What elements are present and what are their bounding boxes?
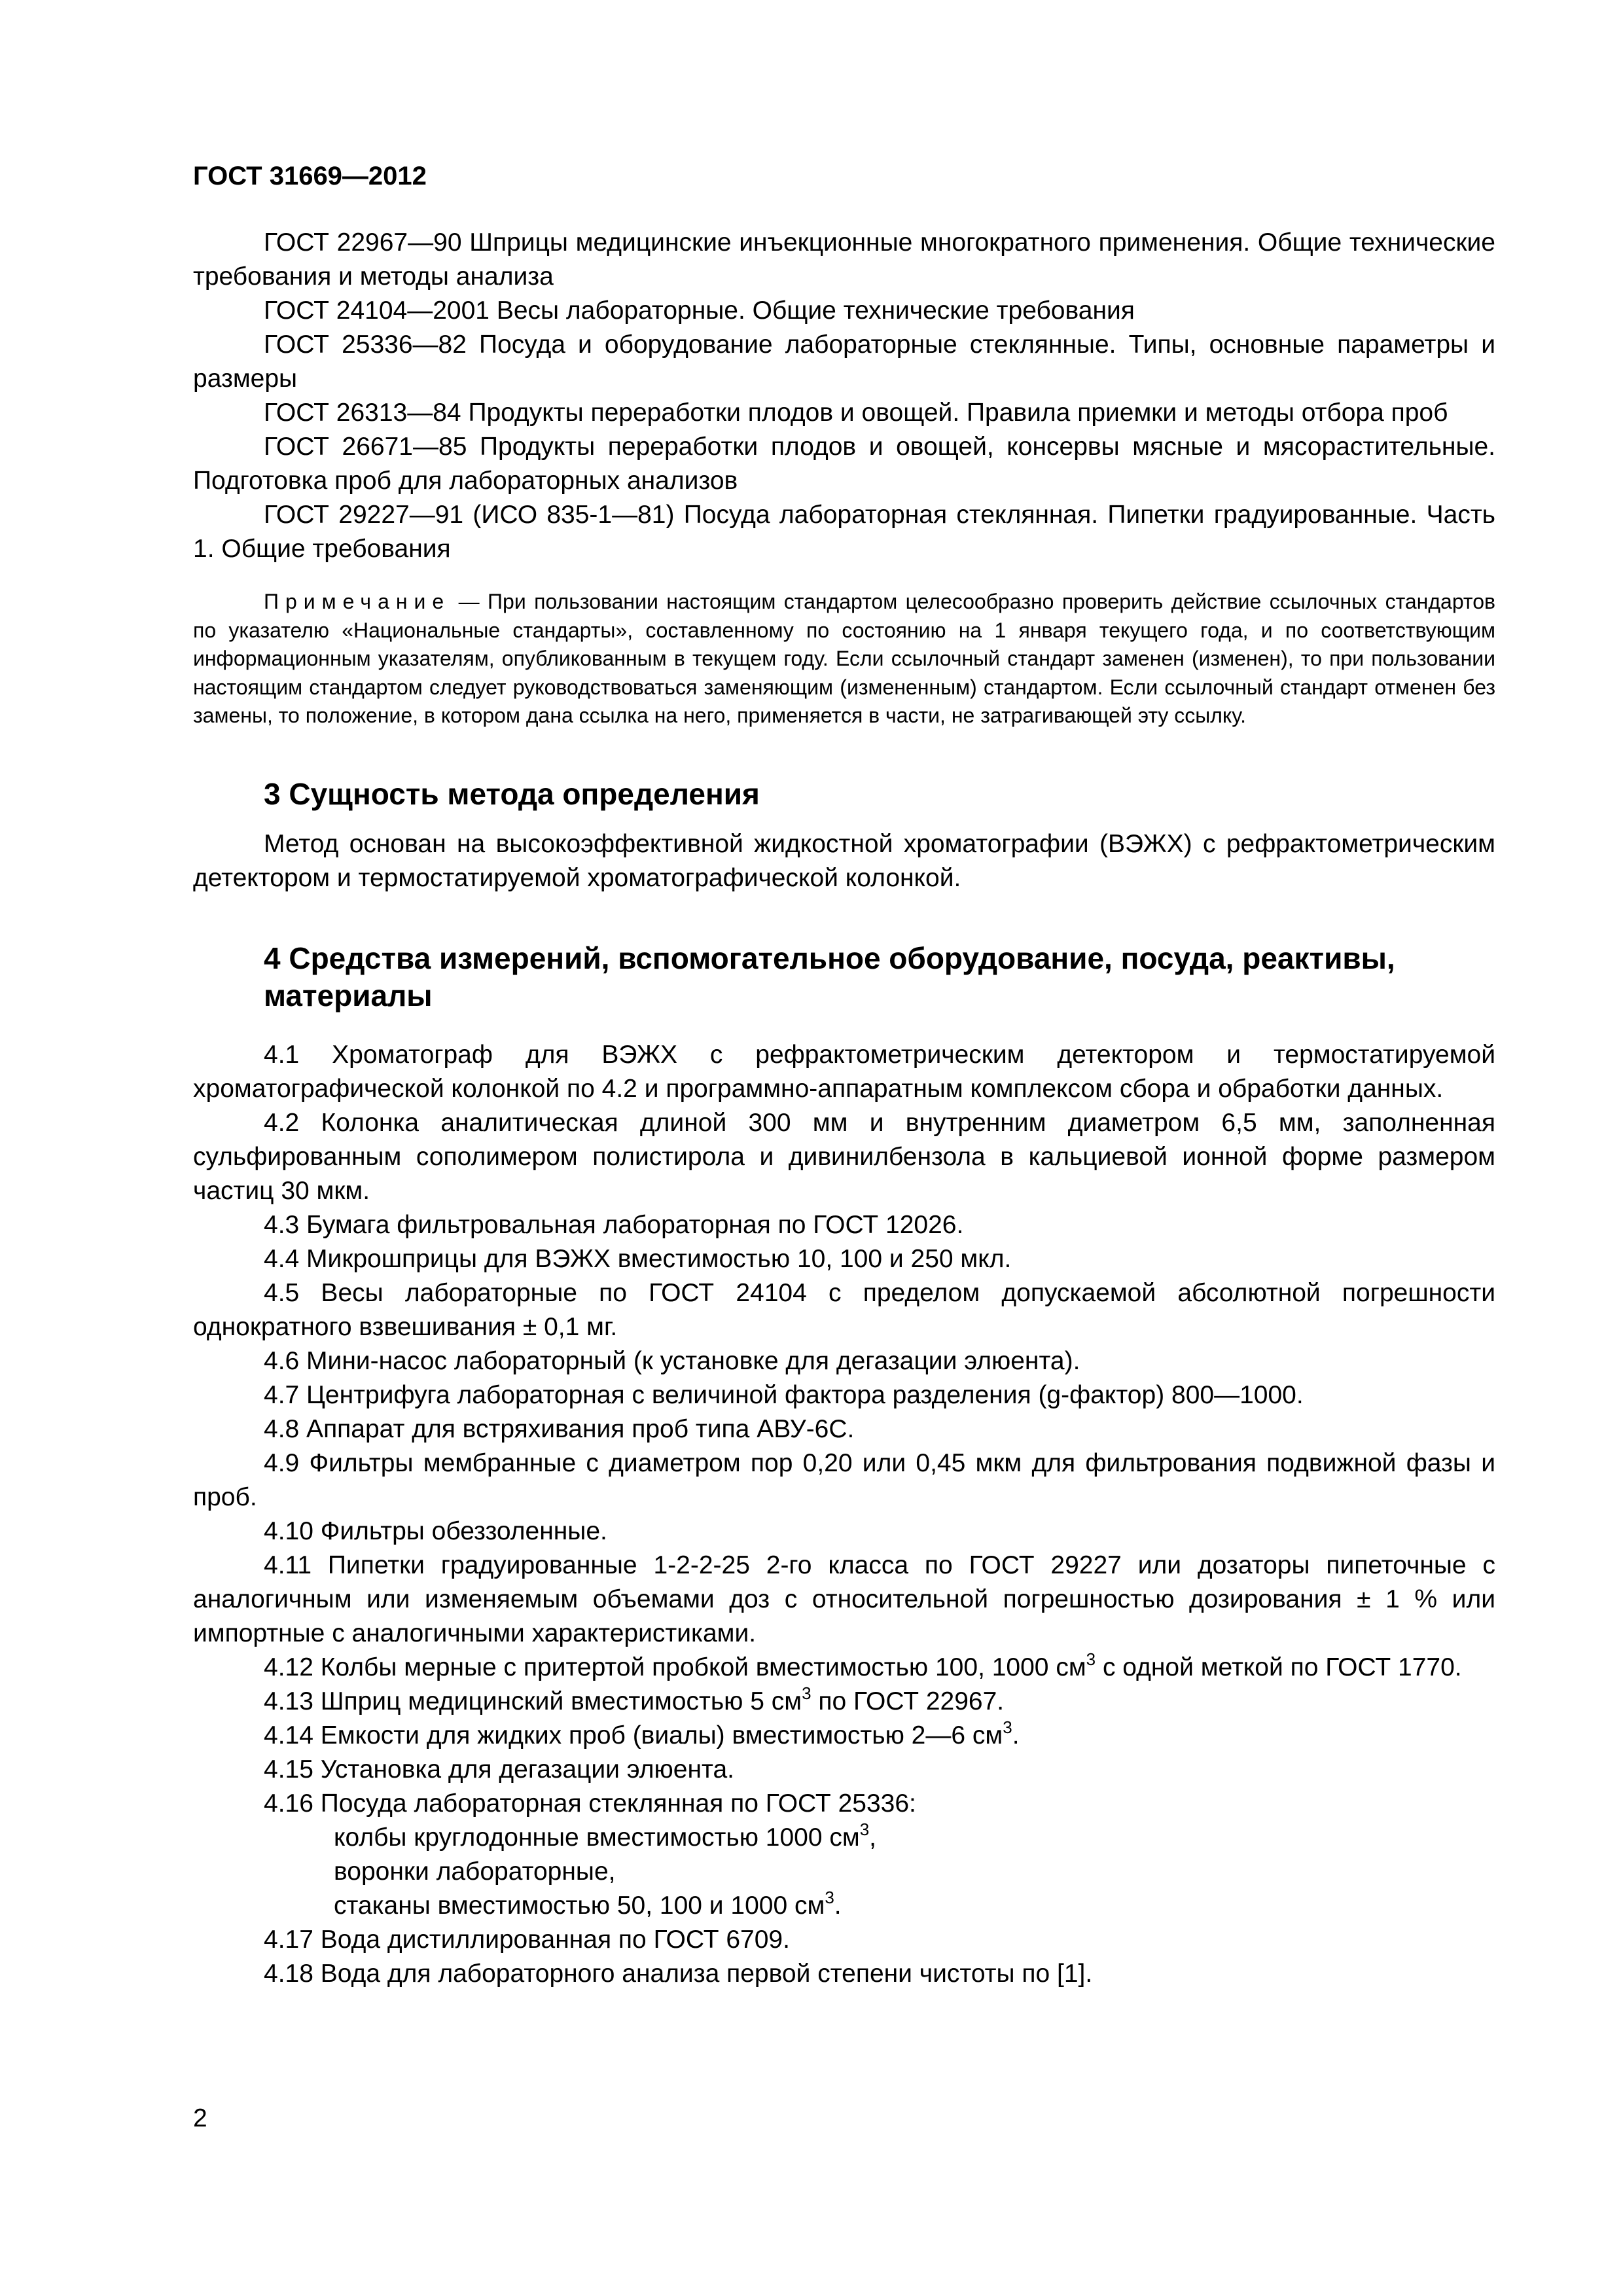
reference-item: ГОСТ 26313—84 Продукты переработки плодов и овощей. Правила приемки и методы отбора проб bbox=[264, 399, 1448, 427]
reference-item: ГОСТ 24104—2001 Весы лабораторные. Общие технические требования bbox=[264, 296, 1135, 325]
note bbox=[193, 588, 1501, 730]
section-3-body bbox=[193, 827, 1503, 895]
list-item: 4.16 Посуда лабораторная стеклянная по ГОСТ 25336: bbox=[264, 1789, 916, 1818]
sub-item-text: стаканы вместимостью 50, 100 и 1000 см bbox=[334, 1891, 825, 1920]
note-text: — При пользовании настоящим стандартом целесообразно проверить действие ссылочных стандартов по указателю «Национальные стандарты», составленному по состоянию на 1 января текущего года, и по соответствующим информационным указателям, опубликованным в текущем году. Если ссылочный стандарт заменен (изменен), то при пользовании настоящим стандартом следует руководствоваться заменяющим (измененным) стандартом. Если ссылочный стандарт отменен без замены, то положение, в котором дана ссылка на него, применяется в части, не затрагивающей эту ссылку. bbox=[193, 590, 1501, 727]
reference-item: ГОСТ 25336—82 Посуда и оборудование лабораторные стеклянные. Типы, основные параметры и размеры bbox=[193, 331, 1503, 393]
list-item: 4.7 Центрифуга лабораторная с величиной фактора разделения (g-фактор) 800—1000. bbox=[264, 1380, 1304, 1409]
section-3-text: Метод основан на высокоэффективной жидкостной хроматографии (ВЭЖХ) с рефрактометрическим детектором и термостатируемой хроматографической колонкой. bbox=[193, 829, 1503, 892]
list-item: 4.1 Хроматограф для ВЭЖХ с рефрактометрическим детектором и термостатируемой хроматографической колонкой по 4.2 и программно-аппаратным комплексом сбора и обработки данных. bbox=[193, 1040, 1503, 1103]
superscript: 3 bbox=[859, 1819, 870, 1839]
main-content bbox=[193, 226, 1503, 1991]
section-3-heading: 3 Сущность метода определения bbox=[264, 776, 760, 811]
list-item: 4.15 Установка для дегазации элюента. bbox=[264, 1755, 734, 1784]
list-item: 4.6 Мини-насос лабораторный (к установке для дегазации элюента). bbox=[264, 1346, 1080, 1375]
reference-item: ГОСТ 29227—91 (ИСО 835-1—81) Посуда лабораторная стеклянная. Пипетки градуированные. Часть 1. Общие требования bbox=[193, 501, 1503, 563]
superscript: 3 bbox=[1086, 1649, 1096, 1669]
sub-item-text: колбы круглодонные вместимостью 1000 см bbox=[334, 1823, 860, 1852]
list-item-text: 4.14 Емкости для жидких проб (виалы) вместимостью 2—6 см bbox=[264, 1721, 1003, 1749]
list-item bbox=[193, 1719, 1495, 1753]
note-label: Примечание bbox=[264, 590, 451, 613]
section-4-list bbox=[193, 1038, 1503, 1991]
list-item: 4.2 Колонка аналитическая длиной 300 мм и внутренним диаметром 6,5 мм, заполненная сульфированным сополимером полистирола и дивинилбензола в кальциевой ионной форме размером частиц 30 мкм. bbox=[193, 1108, 1503, 1205]
sub-item: воронки лабораторные, bbox=[334, 1857, 616, 1886]
list-item bbox=[193, 1651, 1495, 1685]
list-item: 4.4 Микрошприцы для ВЭЖХ вместимостью 10, 100 и 250 мкл. bbox=[264, 1244, 1012, 1273]
document-header: ГОСТ 31669—2012 bbox=[193, 162, 427, 190]
list-item: 4.3 Бумага фильтровальная лабораторная по ГОСТ 12026. bbox=[264, 1210, 964, 1239]
superscript: 3 bbox=[825, 1887, 834, 1907]
list-item-text: 4.13 Шприц медицинский вместимостью 5 см bbox=[264, 1687, 802, 1715]
list-item: 4.9 Фильтры мембранные с диаметром пор 0,20 или 0,45 мкм для фильтрования подвижной фазы и проб. bbox=[193, 1448, 1503, 1511]
list-item: 4.17 Вода дистиллированная по ГОСТ 6709. bbox=[264, 1925, 790, 1954]
reference-item: ГОСТ 22967—90 Шприцы медицинские инъекционные многократного применения. Общие технические требования и методы анализа bbox=[193, 228, 1503, 291]
list-item: 4.11 Пипетки градуированные 1-2-2-25 2-го класса по ГОСТ 29227 или дозаторы пипеточные с аналогичным или изменяемым объемами доз с относительной погрешностью дозирования ± 1 % или импортные с аналогичными характеристиками. bbox=[193, 1551, 1503, 1647]
list-item: 4.18 Вода для лабораторного анализа первой степени чистоты по [1]. bbox=[264, 1959, 1093, 1988]
sub-item bbox=[193, 1889, 1495, 1923]
list-item: 4.5 Весы лабораторные по ГОСТ 24104 с пределом допускаемой абсолютной погрешности однократного взвешивания ± 0,1 мг. bbox=[193, 1278, 1503, 1341]
sub-item-text: . bbox=[834, 1891, 842, 1920]
list-item-text: 4.12 Колбы мерные с притертой пробкой вместимостью 100, 1000 см bbox=[264, 1653, 1086, 1681]
list-item-text: по ГОСТ 22967. bbox=[811, 1687, 1005, 1715]
reference-item: ГОСТ 26671—85 Продукты переработки плодов и овощей, консервы мясные и мясорастительные. Подготовка проб для лабораторных анализов bbox=[193, 433, 1503, 495]
list-item bbox=[193, 1685, 1495, 1719]
list-item: 4.10 Фильтры обеззоленные. bbox=[264, 1516, 607, 1545]
superscript: 3 bbox=[802, 1683, 812, 1703]
superscript: 3 bbox=[1003, 1717, 1012, 1737]
page-number: 2 bbox=[193, 2104, 207, 2132]
section-4-heading: 4 Средства измерений, вспомогательное оборудование, посуда, реактивы, материалы bbox=[264, 941, 1395, 1013]
list-item-text: . bbox=[1012, 1721, 1020, 1749]
list-item: 4.8 Аппарат для встряхивания проб типа АВУ-6С. bbox=[264, 1414, 855, 1443]
normative-references bbox=[193, 226, 1503, 566]
sub-item bbox=[193, 1821, 1495, 1855]
list-item-text: с одной меткой по ГОСТ 1770. bbox=[1096, 1653, 1462, 1681]
sub-item-text: , bbox=[869, 1823, 877, 1852]
